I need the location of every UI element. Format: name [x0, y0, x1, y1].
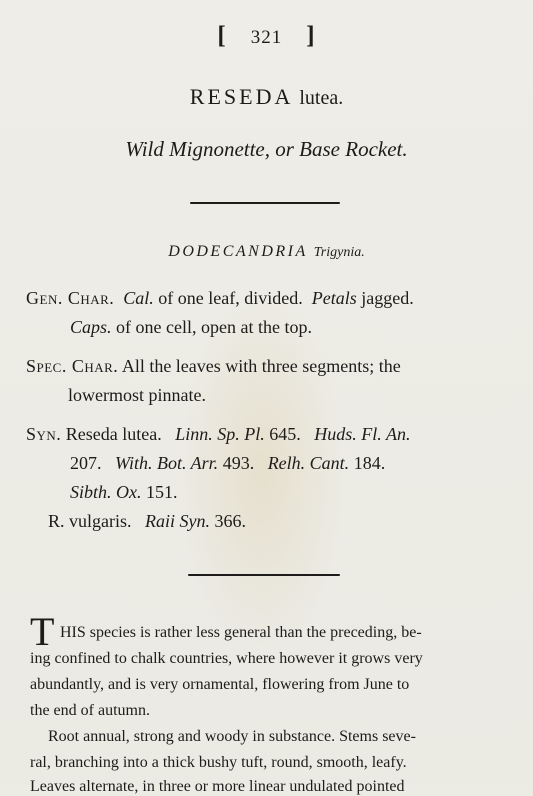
- page-number-header: [0, 22, 533, 50]
- divider-rule-top: [190, 202, 340, 204]
- gen-char-text-1: of one leaf, divided.: [153, 288, 303, 308]
- desc-line-3: abundantly, and is very ornamental, flowering from June to: [30, 676, 410, 693]
- syn-ref-raii: Raii Syn.: [145, 511, 210, 531]
- spec-char-line-2: [68, 385, 206, 406]
- right-bracket: ]: [306, 22, 316, 49]
- syn-num-6: 366.: [210, 511, 246, 531]
- desc-line-7: Leaves alternate, in three or more linear undulated pointed: [30, 778, 405, 795]
- spec-char-text-1: All the leaves with three segments; the: [118, 356, 401, 376]
- syn-ref-linn: Linn. Sp. Pl.: [175, 424, 265, 444]
- class-name: DODECANDRIA: [168, 243, 308, 260]
- spec-char-label: Spec. Char.: [26, 356, 119, 376]
- gen-char-text-2: jagged.: [356, 288, 414, 308]
- syn-num-5: 151.: [141, 482, 178, 502]
- syn-text-vulgaris: R. vulgaris.: [48, 511, 132, 531]
- syn-text-1: Reseda lutea.: [61, 424, 162, 444]
- divider-rule-bottom: [188, 574, 340, 576]
- syn-line-3: [70, 482, 178, 503]
- syn-line-1: [26, 424, 410, 445]
- desc-line-1: HIS species is rather less general than the preceding, be-: [60, 624, 422, 641]
- syn-num-2: 207.: [70, 453, 102, 473]
- syn-num-3: 493.: [218, 453, 255, 473]
- gen-char-label: Gen. Char.: [26, 288, 115, 308]
- desc-line-2: ing confined to chalk countries, where however it grows very: [30, 650, 423, 667]
- desc-line-5: Root annual, strong and woody in substance. Stems seve-: [48, 728, 416, 745]
- classification: [0, 243, 533, 261]
- syn-ref-sibth: Sibth. Ox.: [70, 482, 142, 502]
- syn-label: Syn.: [26, 424, 62, 444]
- spec-char-line-1: [26, 356, 401, 377]
- species-name: lutea.: [299, 87, 344, 109]
- syn-ref-relh: Relh. Cant.: [267, 453, 350, 473]
- species-title: [0, 84, 533, 110]
- drop-cap: T: [30, 609, 55, 654]
- gen-char-text-3: of one cell, open at the top.: [111, 317, 312, 337]
- syn-line-2: [70, 453, 385, 474]
- syn-num-4: 184.: [349, 453, 386, 473]
- gen-char-cal: Cal.: [123, 288, 154, 308]
- desc-line-4: the end of autumn.: [30, 702, 150, 719]
- spec-char-text-2: lowermost pinnate.: [68, 385, 206, 405]
- genus-name: RESEDA: [189, 84, 294, 109]
- gen-char-petals: Petals: [311, 288, 357, 308]
- syn-line-4: [48, 511, 246, 532]
- order-name: Trigynia.: [313, 245, 365, 260]
- page-number: 321: [250, 27, 283, 48]
- gen-char-line-2: [70, 317, 312, 338]
- desc-line-6: ral, branching into a thick bushy tuft, round, smooth, leafy.: [30, 754, 407, 771]
- syn-ref-huds: Huds. Fl. An.: [314, 424, 411, 444]
- syn-ref-with: With. Bot. Arr.: [115, 453, 219, 473]
- common-name: Wild Mignonette, or Base Rocket.: [125, 137, 408, 161]
- gen-char-line-1: [26, 288, 414, 309]
- syn-num-1: 645.: [264, 424, 301, 444]
- left-bracket: [: [217, 22, 227, 49]
- gen-char-caps: Caps.: [70, 317, 112, 337]
